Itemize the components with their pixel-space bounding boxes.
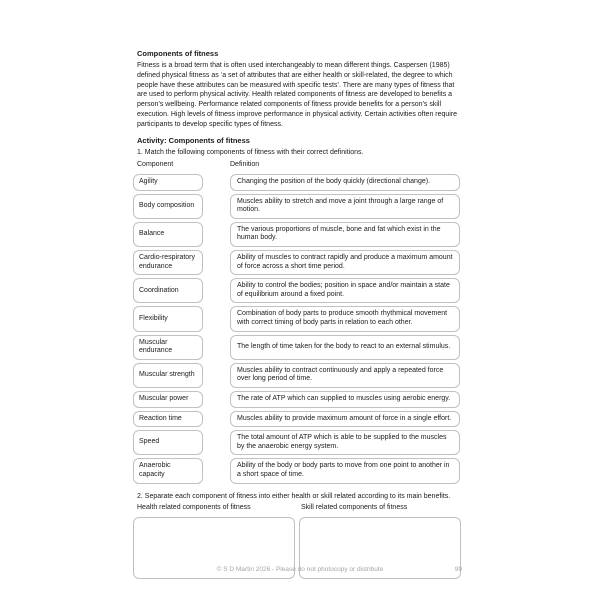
component-label: Muscular strength [139, 371, 195, 379]
component-label: Reaction time [139, 414, 182, 422]
definition-box [230, 335, 460, 360]
component-box [133, 194, 203, 219]
definition-label: Muscles ability to provide maximum amount of force in a single effort. [237, 414, 452, 422]
definition-box [230, 458, 460, 483]
component-label: Muscular power [139, 394, 189, 402]
definition-box [230, 430, 460, 455]
definition-box [230, 222, 460, 247]
table-row [133, 411, 463, 428]
health-related-label: Health related components of fitness [137, 504, 251, 512]
table-row [133, 174, 463, 191]
table-row [133, 250, 463, 275]
table-row [133, 391, 463, 408]
component-box [133, 174, 203, 191]
definition-box [230, 411, 460, 428]
definition-column-header: Definition [230, 161, 260, 169]
definition-label: The rate of ATP which can supplied to muscles using aerobic energy. [237, 394, 451, 402]
worksheet-page [133, 49, 463, 579]
question-1-label: 1. Match the following components of fitness with their correct definitions. [137, 148, 364, 156]
definition-label: Ability of the body or body parts to move from one point to another in a short space of time. [237, 462, 450, 478]
activity-heading: Activity: Components of fitness [137, 135, 250, 145]
component-label: Speed [139, 438, 160, 446]
component-box [133, 306, 203, 331]
component-label: Anaerobic capacity [139, 462, 171, 478]
table-row [133, 363, 463, 388]
component-column-header: Component [137, 161, 174, 169]
definition-label: Muscles ability to stretch and move a joint through a large range of motion. [237, 197, 444, 214]
table-row [133, 222, 463, 247]
component-label: Balance [139, 230, 165, 238]
table-row [133, 335, 463, 360]
component-box [133, 250, 203, 275]
component-box [133, 278, 203, 303]
question-2-label: 2. Separate each component of fitness into either health or skill related according to its main benefits. [137, 492, 451, 500]
component-box [133, 430, 203, 455]
table-row [133, 306, 463, 331]
component-box [133, 363, 203, 388]
definition-label: Muscles ability to contract continuously and apply a repeated force over long period of time. [237, 366, 444, 383]
component-box [133, 222, 203, 247]
component-label: Agility [139, 178, 158, 186]
definition-label: The total amount of ATP which is able to be supplied to the muscles by the anaerobic energy system. [237, 434, 447, 450]
definition-label: Ability to control the bodies; position in space and/or maintain a state of equilibrium around a fixed point. [237, 282, 450, 298]
definition-label: The various proportions of muscle, bone and fat which exist in the human body. [237, 225, 441, 242]
page-footer [0, 566, 600, 578]
definition-box [230, 306, 460, 331]
table-row [133, 458, 463, 483]
definition-box [230, 278, 460, 303]
table-row [133, 430, 463, 455]
table-row [133, 278, 463, 303]
table-row [133, 194, 463, 219]
definition-label: Ability of muscles to contract rapidly and produce a maximum amount of force across a short time period. [237, 254, 453, 270]
component-label: Flexibility [139, 314, 168, 322]
matching-table [133, 174, 463, 483]
definition-label: The length of time taken for the body to react to an external stimulus. [237, 342, 451, 350]
component-label: Cardio-respiratory endurance [139, 254, 196, 270]
skill-related-label: Skill related components of fitness [301, 504, 408, 512]
component-box [133, 335, 203, 360]
answer-column-labels [133, 504, 463, 515]
component-box [133, 458, 203, 483]
definition-label: Changing the position of the body quickly (directional change). [237, 178, 431, 186]
definition-label: Combination of body parts to produce smooth rhythmical movement with correct timing of body parts in relation to each other. [237, 310, 448, 327]
page-title: Components of fitness [137, 49, 219, 58]
definition-box [230, 250, 460, 275]
component-label: Muscular endurance [139, 338, 173, 355]
table-header [133, 161, 463, 172]
component-label: Body composition [139, 201, 195, 209]
page-number: 99 [454, 566, 462, 573]
intro-paragraph: Fitness is a broad term that is often used interchangeably to mean different things. Caspersen (1985) defined physical fitness as ‘a set of attributes that are either health or skill-related, the degree to which people have these attributes can be measured with specific tests’. There are many types of fitness that are used to perform physical activity. Health related components of fitness are developed to benefits a person’s wellbeing. Performance related components of fitness provide benefits for a person’s skill execution. High levels of fitness improve performance in physical activity. Certain activities often require participants to develop specific types of fitness. [137, 62, 458, 128]
component-box [133, 391, 203, 408]
component-box [133, 411, 203, 428]
component-label: Coordination [139, 286, 179, 294]
definition-box [230, 174, 460, 191]
definition-box [230, 363, 460, 388]
copyright-notice: © S D Martin 2026 - Please do not photocopy or distribute [216, 566, 384, 573]
definition-box [230, 391, 460, 408]
definition-box [230, 194, 460, 219]
